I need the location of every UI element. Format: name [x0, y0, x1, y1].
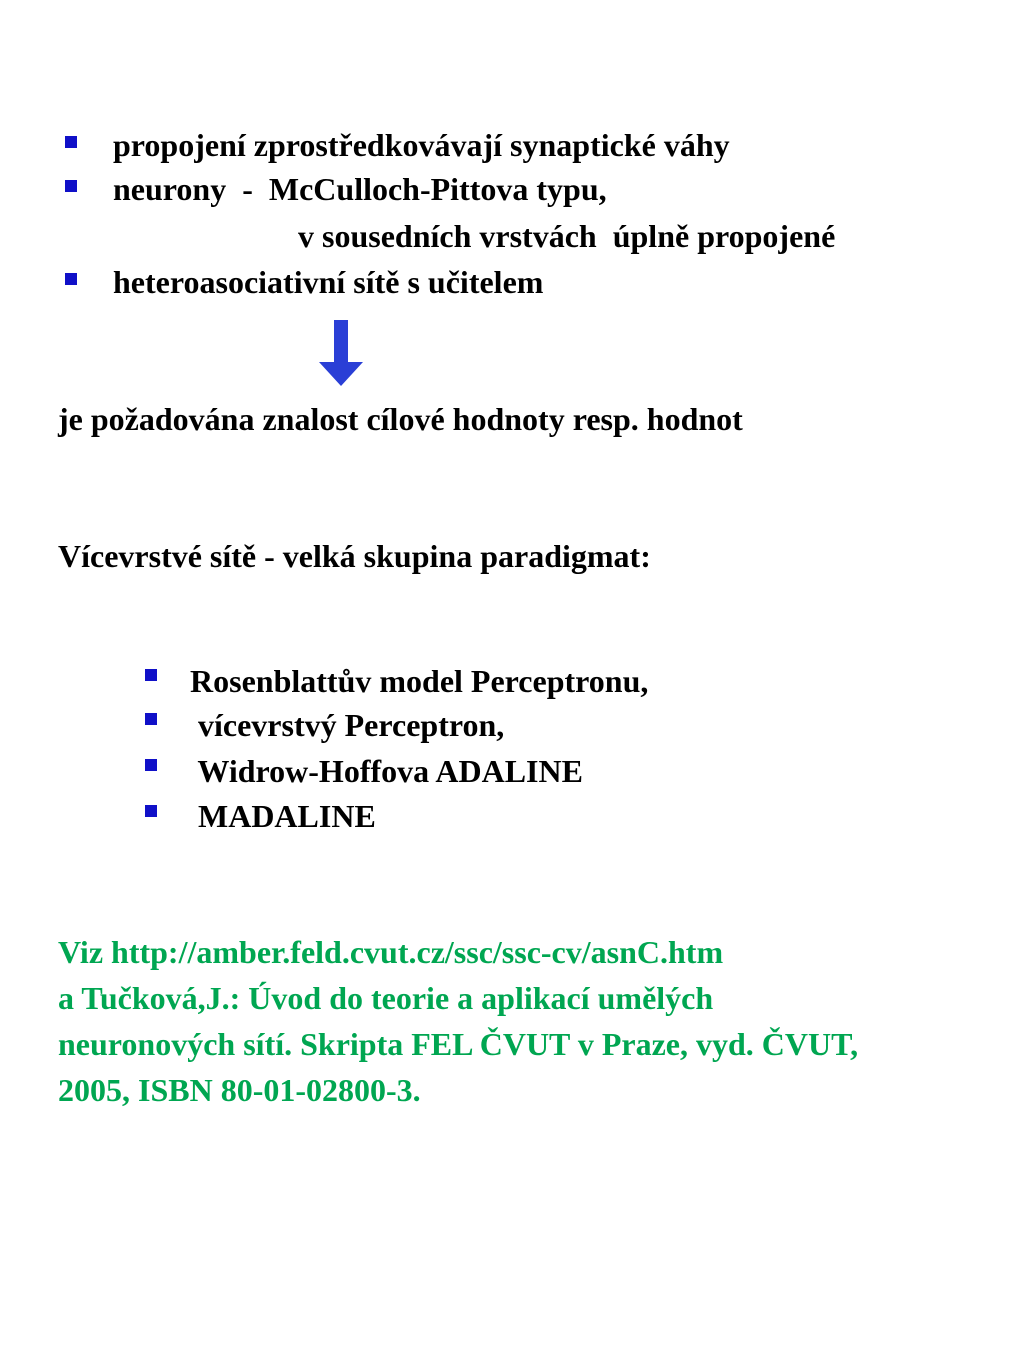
reference-line: a Tučková,J.: Úvod do teorie a aplikací umělých [58, 980, 714, 1016]
list-item: propojení zprostředkovávají synaptické váhy [113, 127, 730, 163]
conclusion-text: je požadována znalost cílové hodnoty resp. hodnot [58, 401, 743, 437]
square-bullet-icon [65, 136, 77, 148]
list-item: MADALINE [190, 798, 376, 834]
square-bullet-icon [145, 669, 157, 681]
list-item: vícevrstvý Perceptron, [190, 707, 505, 743]
list-item: Rosenblattův model Perceptronu, [190, 663, 649, 699]
square-bullet-icon [145, 759, 157, 771]
square-bullet-icon [145, 805, 157, 817]
square-bullet-icon [145, 713, 157, 725]
list-item: heteroasociativní sítě s učitelem [113, 264, 544, 300]
list-item-continuation: v sousedních vrstvách úplně propojené [298, 218, 836, 254]
down-arrow-icon [315, 318, 367, 388]
list-item: neurony - McCulloch-Pittova typu, [113, 171, 607, 207]
square-bullet-icon [65, 273, 77, 285]
list-item: Widrow-Hoffova ADALINE [190, 753, 583, 789]
reference-line: Viz http://amber.feld.cvut.cz/ssc/ssc-cv/asnC.htm [58, 934, 724, 970]
reference-line: neuronových sítí. Skripta FEL ČVUT v Praze, vyd. ČVUT, [58, 1026, 859, 1062]
square-bullet-icon [65, 180, 77, 192]
section-heading: Vícevrstvé sítě - velká skupina paradigmat: [58, 538, 651, 574]
reference-line: 2005, ISBN 80-01-02800-3. [58, 1072, 421, 1108]
